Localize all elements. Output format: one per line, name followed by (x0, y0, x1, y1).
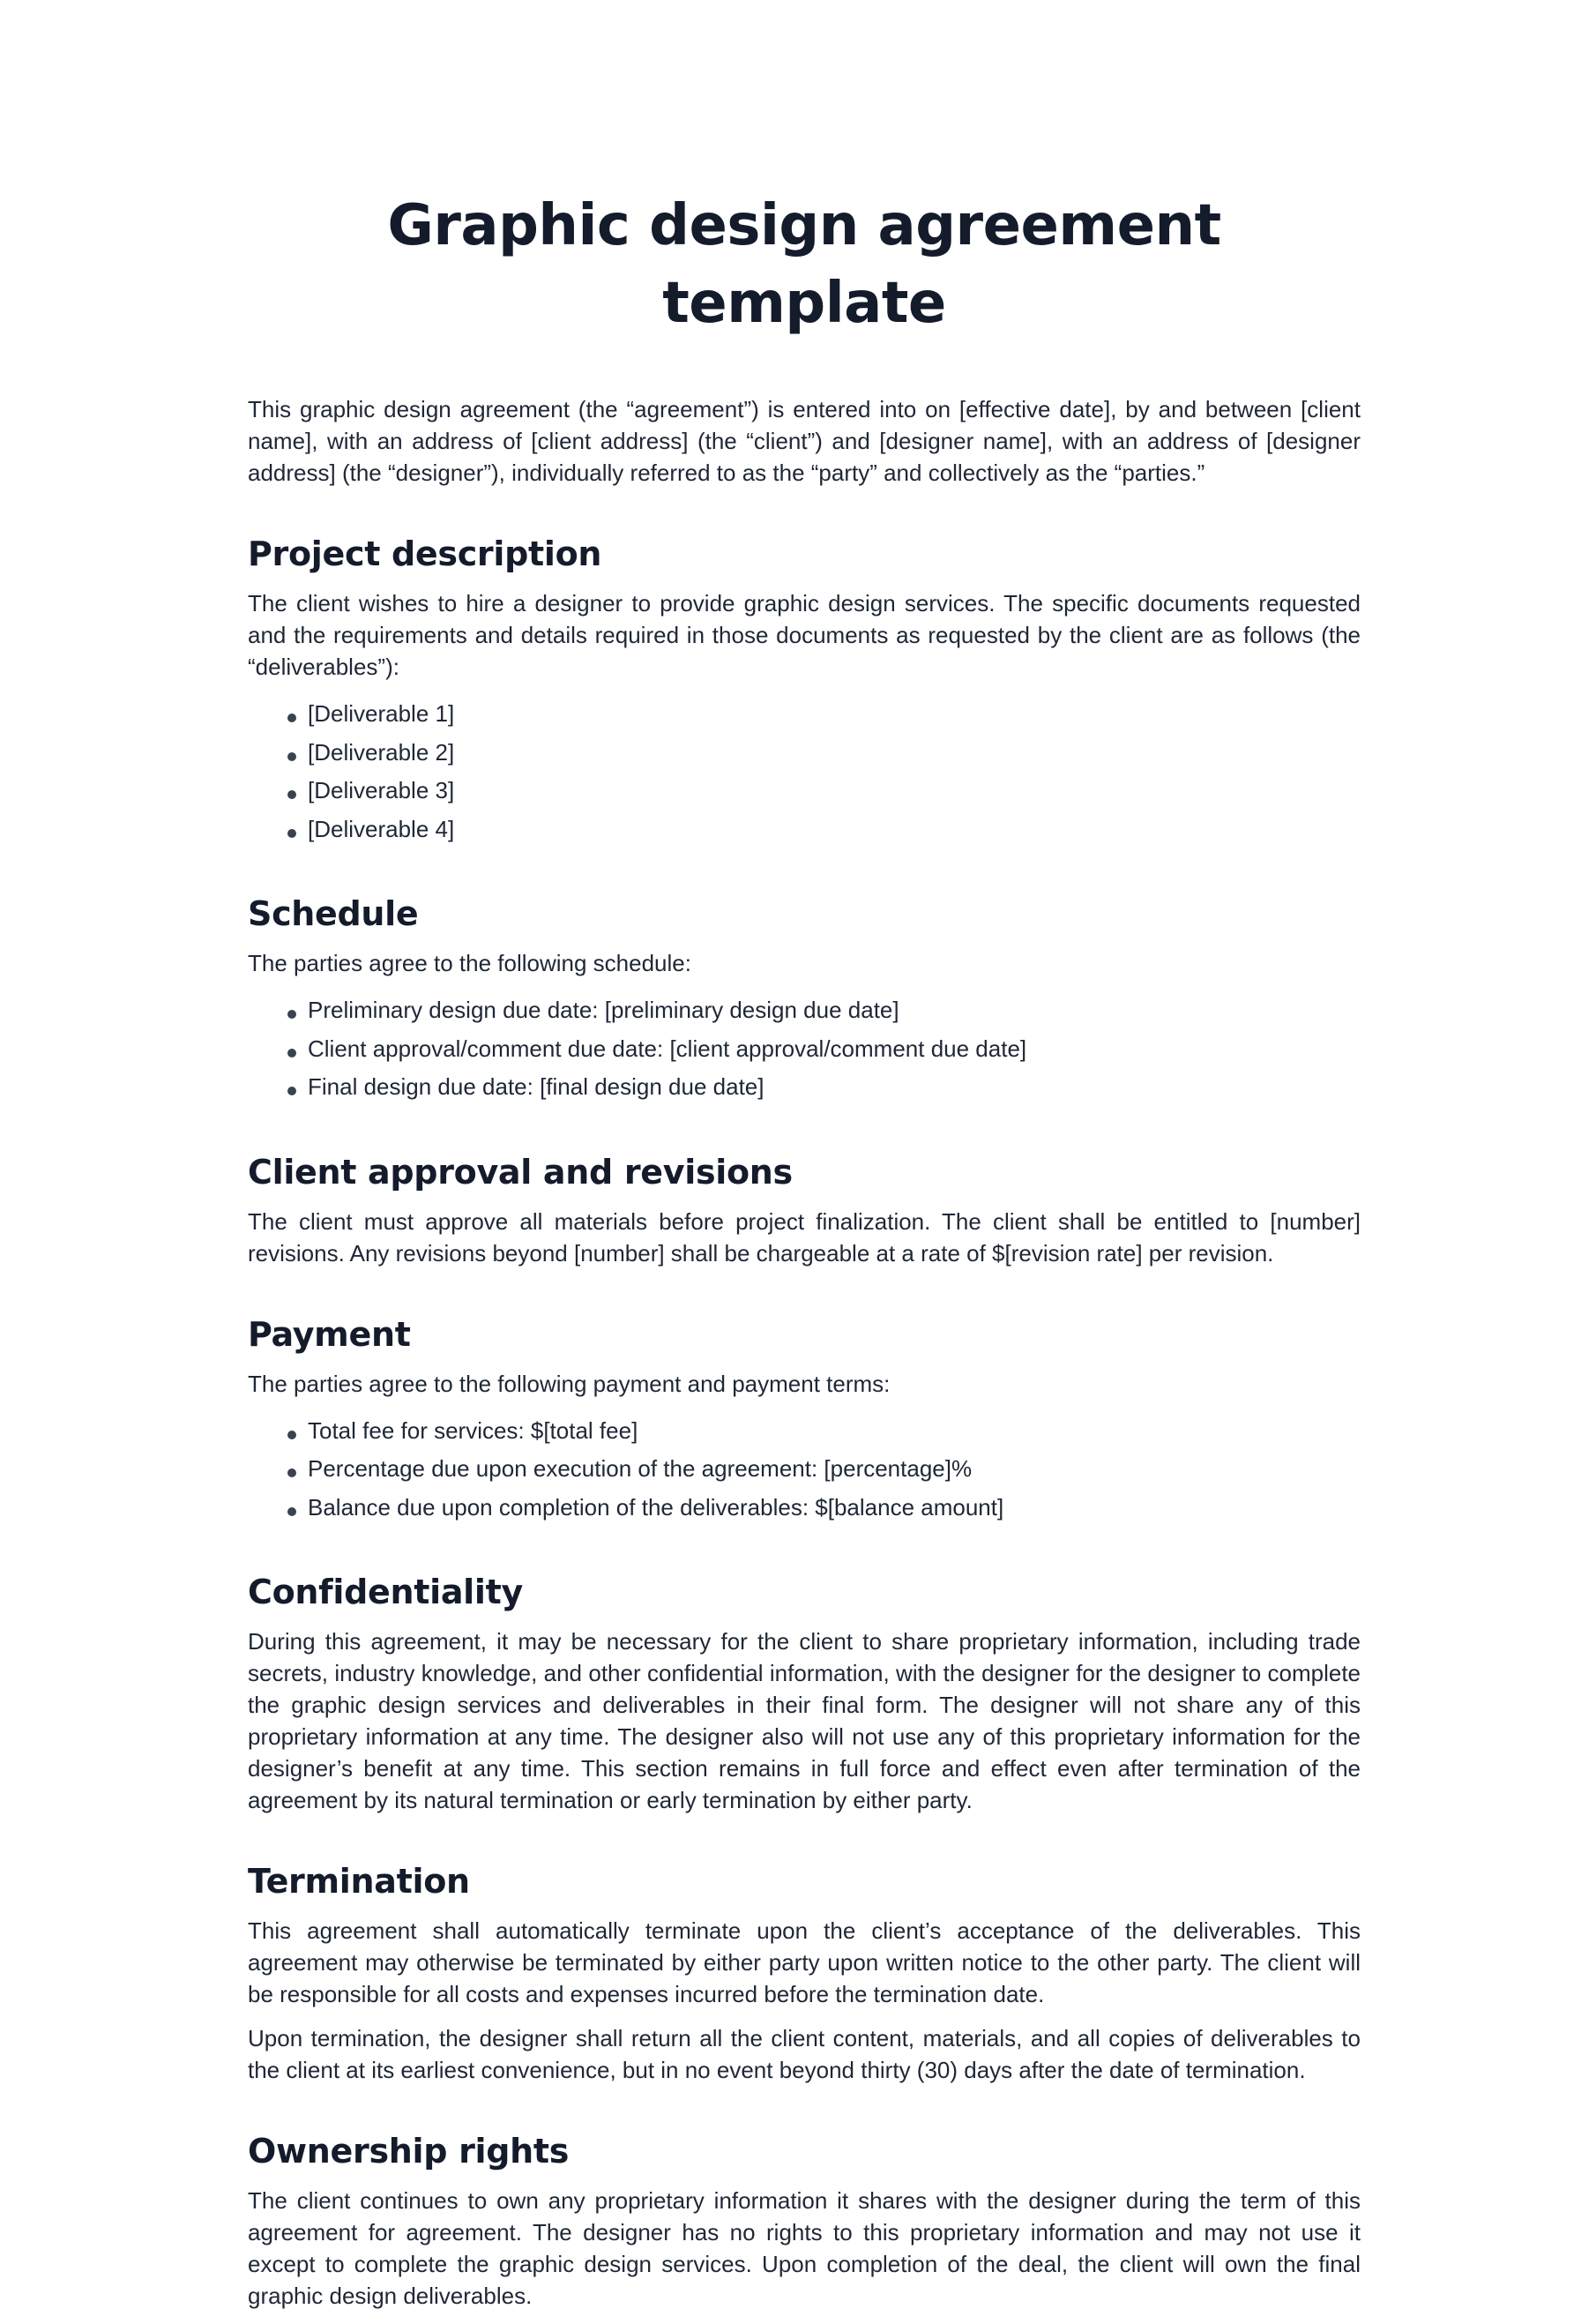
list-item: [Deliverable 3] (287, 772, 1361, 811)
list-item: [Deliverable 4] (287, 811, 1361, 849)
project-description-text: The client wishes to hire a designer to provide graphic design services. The specific documents requested and the requirements and details required in those documents as requested by the client are as follows (the “deliverables”): (248, 590, 1361, 680)
termination-text-1: This agreement shall automatically terminate upon the client’s acceptance of the deliverables. This agreement may otherwise be terminated by either party upon written notice to the other party. The client will be responsible for all costs and expenses incurred before the termination date. (248, 1917, 1361, 2007)
payment-text: The parties agree to the following payment and payment terms: (248, 1370, 891, 1397)
section-heading-termination: Termination (248, 1862, 470, 1901)
list-item: Final design due date: [final design due date] (287, 1068, 1361, 1107)
section-heading-project-description: Project description (248, 534, 602, 573)
list-item: [Deliverable 1] (287, 695, 1361, 734)
section-heading-schedule: Schedule (248, 894, 419, 933)
section-heading-client-approval: Client approval and revisions (248, 1152, 793, 1192)
document-title: Graphic design agreement template (387, 193, 1221, 336)
payment-list (248, 1412, 1361, 1528)
schedule-list (248, 991, 1361, 1107)
list-item: [Deliverable 2] (287, 734, 1361, 773)
confidentiality-text: During this agreement, it may be necessary for the client to share proprietary information, including trade secrets, industry knowledge, and other confidential information, with the designer for the designer to complete the graphic design services and deliverables in their final form. The designer will not share any of this proprietary information at any time. The designer also will not use any of this proprietary information for the designer’s benefit at any time. This section remains in full force and effect even after termination of the agreement by its natural termination or early termination by either party. (248, 1628, 1361, 1813)
section-heading-payment: Payment (248, 1314, 411, 1354)
schedule-text: The parties agree to the following schedule: (248, 950, 691, 976)
termination-text-2: Upon termination, the designer shall return all the client content, materials, and all copies of deliverables to the client at its earliest convenience, but in no event beyond thirty (30) days after the date of termination. (248, 2025, 1361, 2083)
list-item: Total fee for services: $[total fee] (287, 1412, 1361, 1451)
intro-paragraph: This graphic design agreement (the “agreement”) is entered into on [effective date], by and between [client name], with an address of [client address] (the “client”) and [designer name], with an address of [designer address] (the “designer”), individually referred to as the “party” and collectively as the “parties.” (248, 396, 1361, 486)
list-item: Client approval/comment due date: [client approval/comment due date] (287, 1030, 1361, 1069)
section-heading-confidentiality: Confidentiality (248, 1573, 523, 1611)
list-item: Preliminary design due date: [preliminary design due date] (287, 991, 1361, 1030)
ownership-rights-text: The client continues to own any proprietary information it shares with the designer during the term of this agreement for agreement. The designer has no rights to this proprietary information and may not use it except to complete the graphic design services. Upon completion of the deal, the client will own the final graphic design deliverables. (248, 2187, 1361, 2309)
document-page (248, 0, 1361, 2324)
section-heading-ownership-rights: Ownership rights (248, 2132, 570, 2171)
list-item: Balance due upon completion of the deliverables: $[balance amount] (287, 1489, 1361, 1528)
deliverables-list (248, 695, 1361, 848)
client-approval-text: The client must approve all materials before project finalization. The client shall be entitled to [number] revisions. Any revisions beyond [number] shall be chargeable at a rate of $[revision rate] per revision. (248, 1207, 1361, 1267)
list-item: Percentage due upon execution of the agreement: [percentage]% (287, 1450, 1361, 1489)
